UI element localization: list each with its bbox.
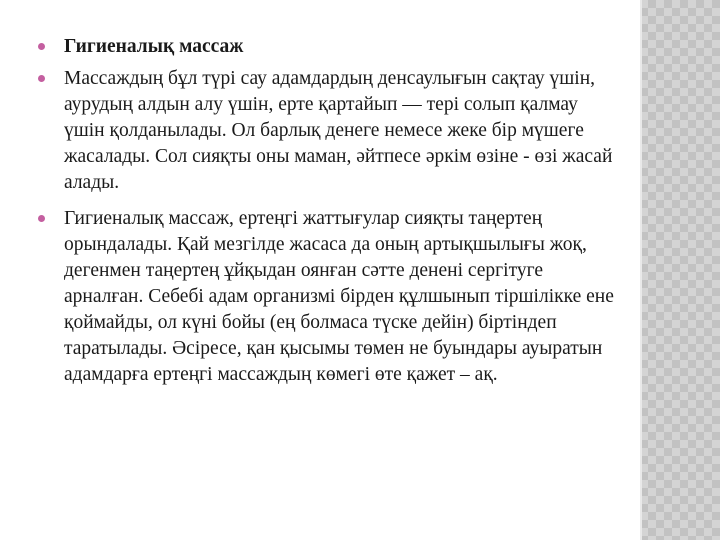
bullet-list [38,34,616,388]
bullet-dot-icon [38,43,45,50]
bullet-title-text: Гигиеналық массаж [64,36,244,57]
bullet-dot-icon [38,75,45,82]
decorative-pattern-strip [640,0,720,540]
bullet-item-description [38,66,616,196]
bullet-description-text: Массаждың бұл түрі сау адамдардың денсаулығын сақтау үшін, аурудың алдын алу үшін, ерте қартайып — тері солып қалмау үшін қолданылады. Ол барлық денеге немесе жеке бір мүшеге жасалады. Сол сияқты оны маман, әйтпесе әркім өзіне - өзі жасай алады. [64,68,613,193]
bullet-item-timing [38,206,616,388]
slide-content [38,34,616,398]
bullet-dot-icon [38,215,45,222]
bullet-timing-text: Гигиеналық массаж, ертеңгі жаттығулар сияқты таңертең орындалады. Қай мезгілде жасаса да оның артықшылығы жоқ, дегенмен таңертең ұйқыдан оянған сәтте денені сергітуге арналған. Себебі адам организмі бірден құлшынып тіршілікке ене қоймайды, ол күні бойы (ең болмаса түске дейін) біртіндеп таратылады. Әсіресе, қан қысымы төмен не буындары ауыратын адамдарға ертеңгі массаждың көмегі өте қажет – ақ. [64,208,614,385]
bullet-item-title [38,34,616,60]
